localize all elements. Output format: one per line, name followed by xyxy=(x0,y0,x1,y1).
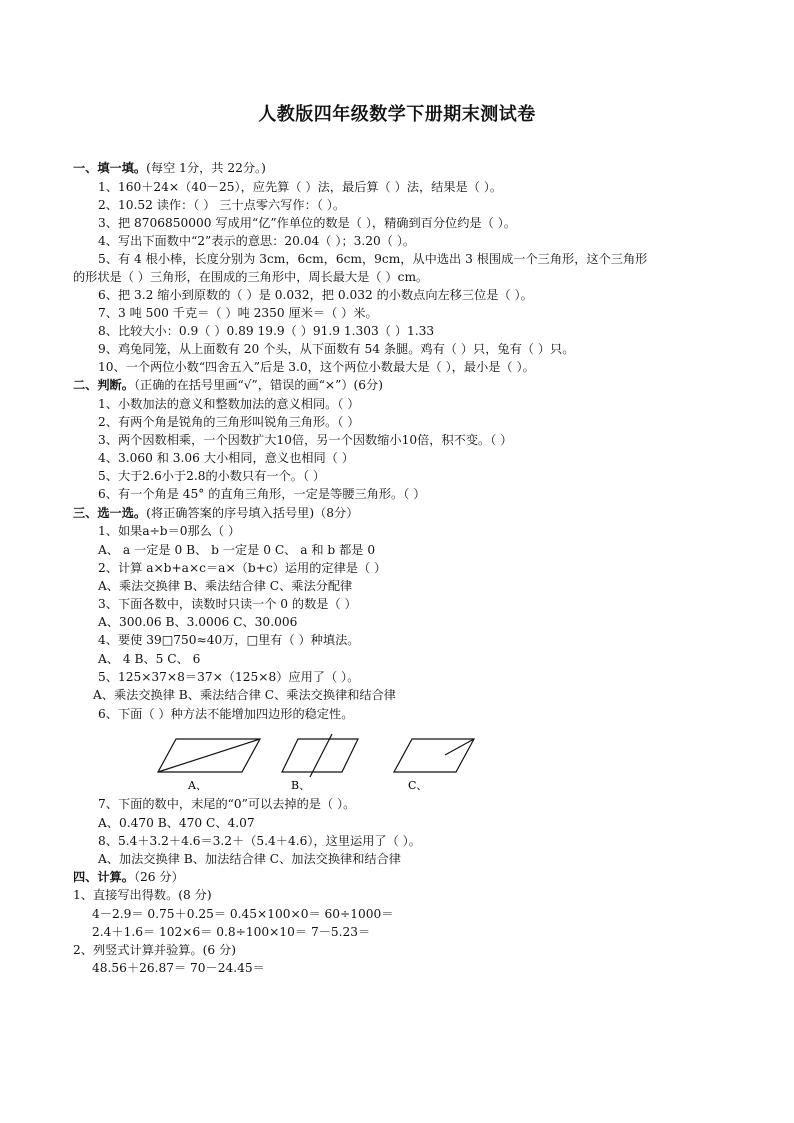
calculation-row: 4－2.9＝ 0.75＋0.25＝ 0.45×100×0＝ 60÷1000＝ xyxy=(92,907,394,921)
section-label: 二、判断。 xyxy=(73,378,134,392)
question-line: 3、两个因数相乘，一个因数扩大10倍，另一个因数缩小10倍，积不变。（ ） xyxy=(98,433,513,447)
section-3-heading xyxy=(73,506,358,520)
question-line: 7、下面的数中，末尾的“0”可以去掉的是（ ）。 xyxy=(98,797,356,811)
question-line: 10、一个两位小数“四舍五入”后是 3.0，这个两位小数最大是（ ），最小是（ ）。 xyxy=(98,360,535,374)
question-line: 6、有一个角是 45° 的直角三角形，一定是等腰三角形。（ ） xyxy=(98,487,426,501)
section-label: 三、选一选。 xyxy=(73,506,147,520)
figure-label-a: A、 xyxy=(188,779,207,792)
question-line: 1、160＋24×（40－25），应先算（ ）法，最后算（ ）法，结果是（ ）。 xyxy=(98,180,503,194)
question-line: 3、把 8706850000 写成用“亿”作单位的数是（ ），精确到百分位约是（ ）。 xyxy=(98,216,516,230)
question-line: 4、3.060 和 3.06 大小相同，意义也相同（ ） xyxy=(98,451,354,465)
choice-line: A、 4 B、5 C、 6 xyxy=(98,652,201,666)
figure-b-parallelogram xyxy=(282,734,358,777)
section-1-heading xyxy=(73,161,266,175)
choice-line: A、乘法交换律 B、乘法结合律 C、乘法交换律和结合律 xyxy=(93,688,396,702)
calculation-row: 48.56＋26.87＝ 70－24.45＝ xyxy=(92,961,265,975)
choice-line: A、300.06 B、3.0006 C、30.006 xyxy=(98,615,298,629)
question-line: 1、如果a÷b＝0那么（ ） xyxy=(98,524,241,538)
question-line: 8、比较大小：0.9（ ）0.89 19.9（ ）91.9 1.303（ ）1.33 xyxy=(98,324,435,338)
choice-line: A、0.470 B、470 C、4.07 xyxy=(98,816,255,830)
figure-label-c: C、 xyxy=(408,779,428,792)
choice-line: A、加法交换律 B、加法结合律 C、加法交换律和结合律 xyxy=(98,852,401,866)
question-line: 8、5.4＋3.2＋4.6＝3.2＋（5.4＋4.6），这里运用了（ ）。 xyxy=(98,834,421,848)
figure-label-b: B、 xyxy=(291,779,311,792)
question-line: 5、大于2.6小于2.8的小数只有一个。（ ） xyxy=(98,469,326,483)
question-line: 2、计算 a×b+a×c＝a×（b+c）运用的定律是（ ） xyxy=(98,561,387,575)
question-line: 5、125×37×8＝37×（125×8）应用了（ ）。 xyxy=(98,670,360,684)
question-line: 6、下面（ ）种方法不能增加四边形的稳定性。 xyxy=(98,707,354,721)
section-4-heading xyxy=(73,870,184,884)
question-line: 4、要使 39□750≈40万，□里有（ ）种填法。 xyxy=(98,633,360,647)
question-line: 1、小数加法的意义和整数加法的意义相同。（ ） xyxy=(98,397,360,411)
choice-line: A、 a 一定是 0 B、 b 一定是 0 C、 a 和 b 都是 0 xyxy=(98,543,376,557)
page-title: 人教版四年级数学下册期末测试卷 xyxy=(258,104,536,125)
section-label: 四、计算。 xyxy=(73,870,134,884)
figure-c-parallelogram xyxy=(394,739,474,772)
question-line: 5、有 4 根小棒，长度分别为 3cm，6cm，6cm，9cm，从中选出 3 根围成一个三角形，这个三角形 xyxy=(98,252,648,266)
question-line: 1、直接写出得数。(8 分) xyxy=(73,888,212,902)
question-line: 的形状是（ ）三角形，在围成的三角形中，周长最大是（ ）cm。 xyxy=(73,270,429,284)
calculation-row: 2.4＋1.6＝ 102×6＝ 0.8÷100×10＝ 7－5.23＝ xyxy=(92,925,371,939)
question-line: 2、10.52 读作：（ ） 三十点零六写作：（ ）。 xyxy=(98,198,346,212)
section-note: （26 分） xyxy=(133,870,184,884)
question-line: 7、3 吨 500 千克＝（ ）吨 2350 厘米＝（ ）米。 xyxy=(98,306,378,320)
section-label: 一、填一填。 xyxy=(73,161,147,175)
question-line: 2、列竖式计算并验算。(6 分) xyxy=(73,943,236,957)
question-line: 4、写出下面数中“2”表示的意思：20.04（ ）；3.20（ ）。 xyxy=(98,234,416,248)
question-line: 3、下面各数中，读数时只读一个 0 的数是（ ） xyxy=(98,597,357,611)
question-line: 6、把 3.2 缩小到原数的（ ）是 0.032，把 0.032 的小数点向左移三位是（ ）。 xyxy=(98,288,533,302)
section-note: （正确的在括号里画“√”，错误的画“×”）(6分) xyxy=(133,378,384,392)
section-2-heading xyxy=(73,378,383,392)
question-line: 2、有两个角是锐角的三角形叫锐角三角形。（ ） xyxy=(98,415,360,429)
figure-a-parallelogram xyxy=(158,739,260,772)
section-note: (每空 1分，共 22分。) xyxy=(146,161,266,175)
question-line: 9、鸡兔同笼，从上面数有 20 个头，从下面数有 54 条腿。鸡有（ ）只，兔有（ ）只。 xyxy=(98,342,575,356)
quadrilateral-figures xyxy=(150,733,490,793)
section-note: (将正确答案的序号填入括号里)（8分） xyxy=(146,506,359,520)
choice-line: A、乘法交换律 B、乘法结合律 C、乘法分配律 xyxy=(98,579,353,593)
